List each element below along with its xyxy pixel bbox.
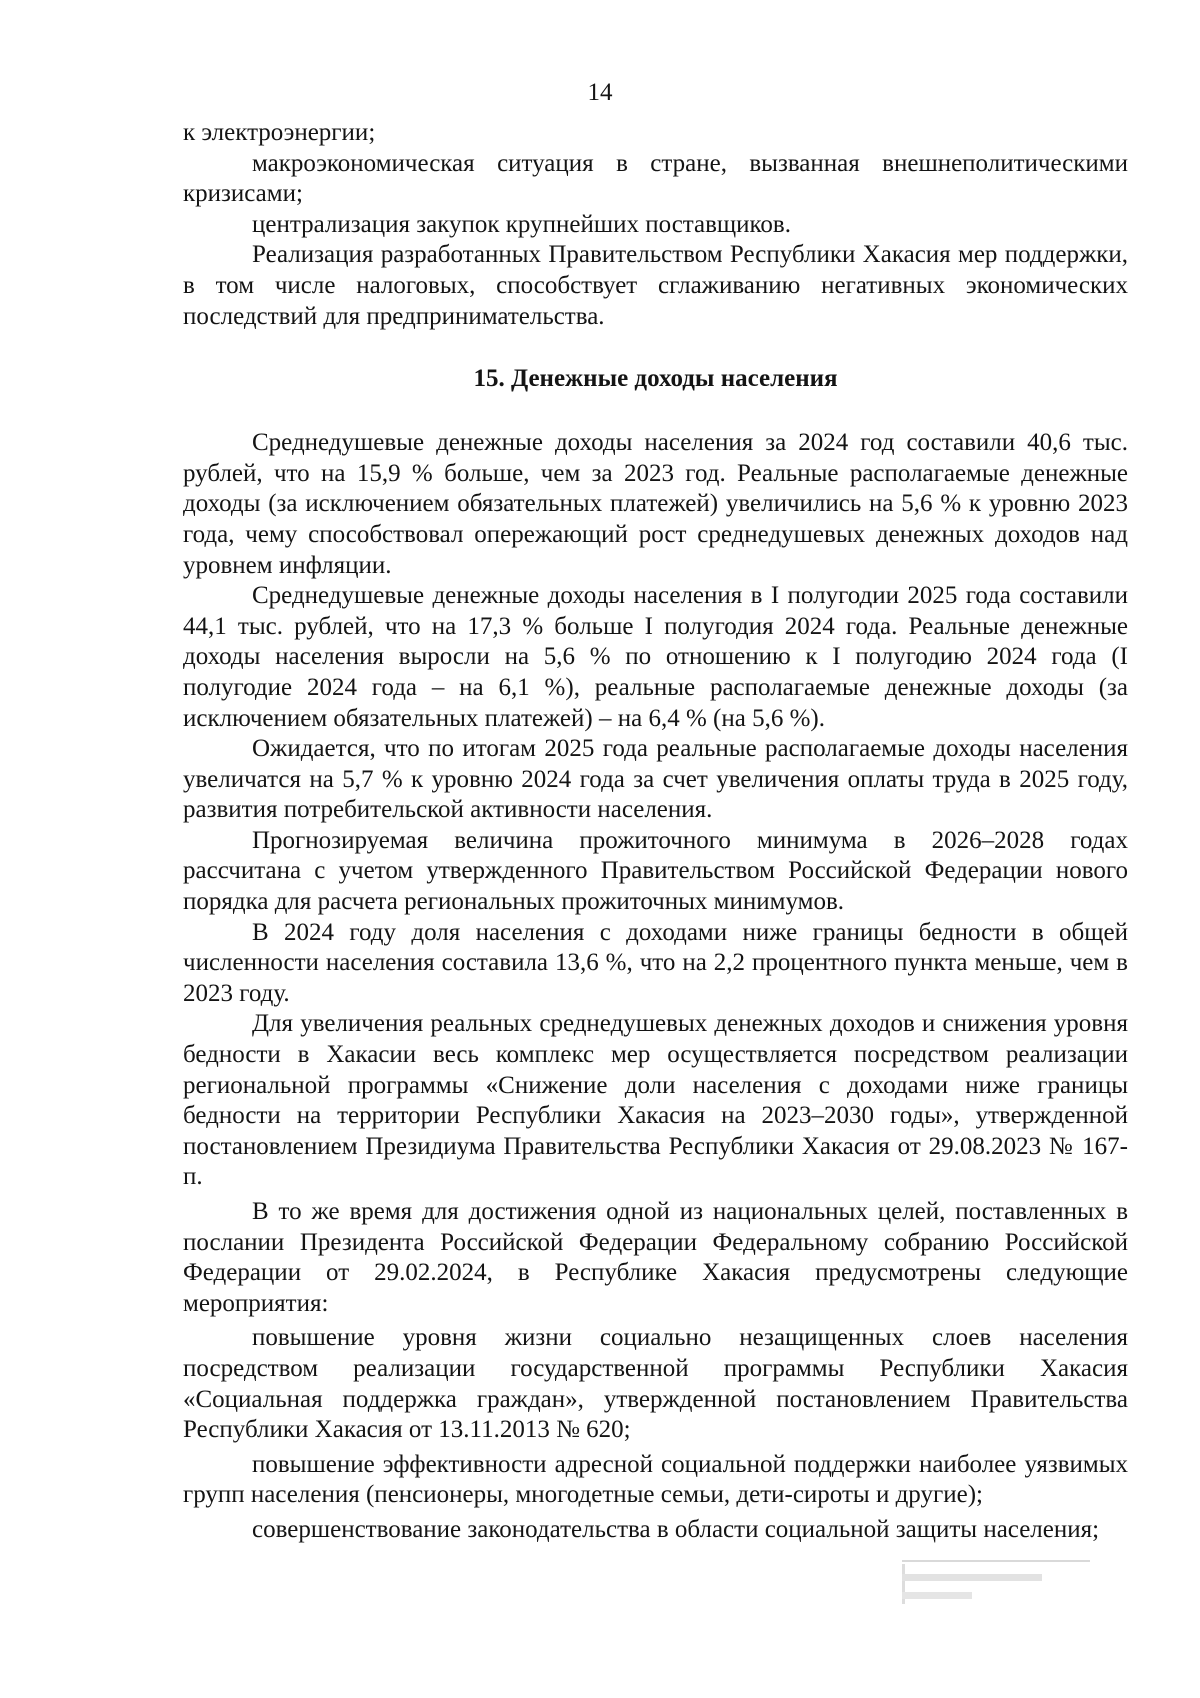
paragraph: В то же время для достижения одной из национальных целей, поставленных в послании Президента Российской Федерации Федеральному собранию Российской Федерации от 29.02.2024, в Республике Хакасия предусмотрены следующие мероприятия: <box>183 1198 1128 1317</box>
text-column <box>183 118 1128 1546</box>
paragraph: централизация закупок крупнейших поставщиков. <box>252 210 791 238</box>
paragraph: Реализация разработанных Правительством Республики Хакасия мер поддержки, в том числе налоговых, способствует сглаживанию негативных экономических последствий для предпринимательства. <box>183 241 1128 330</box>
list-item: совершенствование законодательства в области социальной защиты населения; <box>252 1515 1100 1543</box>
paragraph: макроэкономическая ситуация в стране, вызванная внешнеполитическими кризисами; <box>183 149 1128 208</box>
paragraph: Для увеличения реальных среднедушевых денежных доходов и снижения уровня бедности в Хакасии весь комплекс мер осуществляется посредством реализации региональной программы «Снижение доли населения с доходами ниже границы бедности на территории Республики Хакасия на 2023–2030 годы», утвержденной постановлением Президиума Правительства Республики Хакасия от 29.08.2023 № 167-п. <box>183 1010 1128 1191</box>
section-heading: 15. Денежные доходы населения <box>473 365 838 393</box>
list-item: повышение эффективности адресной социальной поддержки наиболее уязвимых групп населения (пенсионеры, многодетные семьи, дети-сироты и другие); <box>183 1450 1128 1509</box>
paragraph: Ожидается, что по итогам 2025 года реальные располагаемые доходы населения увеличатся на 5,7 % к уровню 2024 года за счет увеличения оплаты труда в 2025 году, развития потребительской активности населения. <box>183 735 1128 824</box>
paragraph: Прогнозируемая величина прожиточного минимума в 2026–2028 годах рассчитана с учетом утвержденного Правительством Российской Федерации нового порядка для расчета региональных прожиточных минимумов. <box>183 826 1128 916</box>
list-item: повышение уровня жизни социально незащищенных слоев населения посредством реализации государственной программы Республики Хакасия «Социальная поддержка граждан», утвержденной постановлением Правительства Республики Хакасия от 13.11.2013 № 620; <box>183 1324 1128 1444</box>
paragraph: В 2024 году доля населения с доходами ниже границы бедности в общей численности населения составила 13,6 %, что на 2,2 процентного пункта меньше, чем в 2023 году. <box>183 918 1128 1007</box>
paragraph: Среднедушевые денежные доходы населения в I полугодии 2025 года составили 44,1 тыс. рублей, что на 17,3 % больше I полугодия 2024 года. Реальные денежные доходы населения выросли на 5,6 % по отношению к I полугодию 2024 года (I полугодие 2024 года – на 6,1 %), реальные располагаемые денежные доходы (за исключением обязательных платежей) – на 6,4 % (на 5,6 %). <box>183 582 1128 732</box>
paragraph: к электроэнергии; <box>183 119 376 146</box>
paragraph: Среднедушевые денежные доходы населения за 2024 год составили 40,6 тыс. рублей, что на 15,9 % больше, чем за 2023 год. Реальные располагаемые денежные доходы (за исключением обязательных платежей) увеличились на 5,6 % к уровню 2023 года, чему способствовал опережающий рост среднедушевых денежных доходов над уровнем инфляции. <box>183 429 1128 579</box>
page-number: 14 <box>587 79 613 106</box>
faded-stamp-mark <box>902 1556 1090 1608</box>
